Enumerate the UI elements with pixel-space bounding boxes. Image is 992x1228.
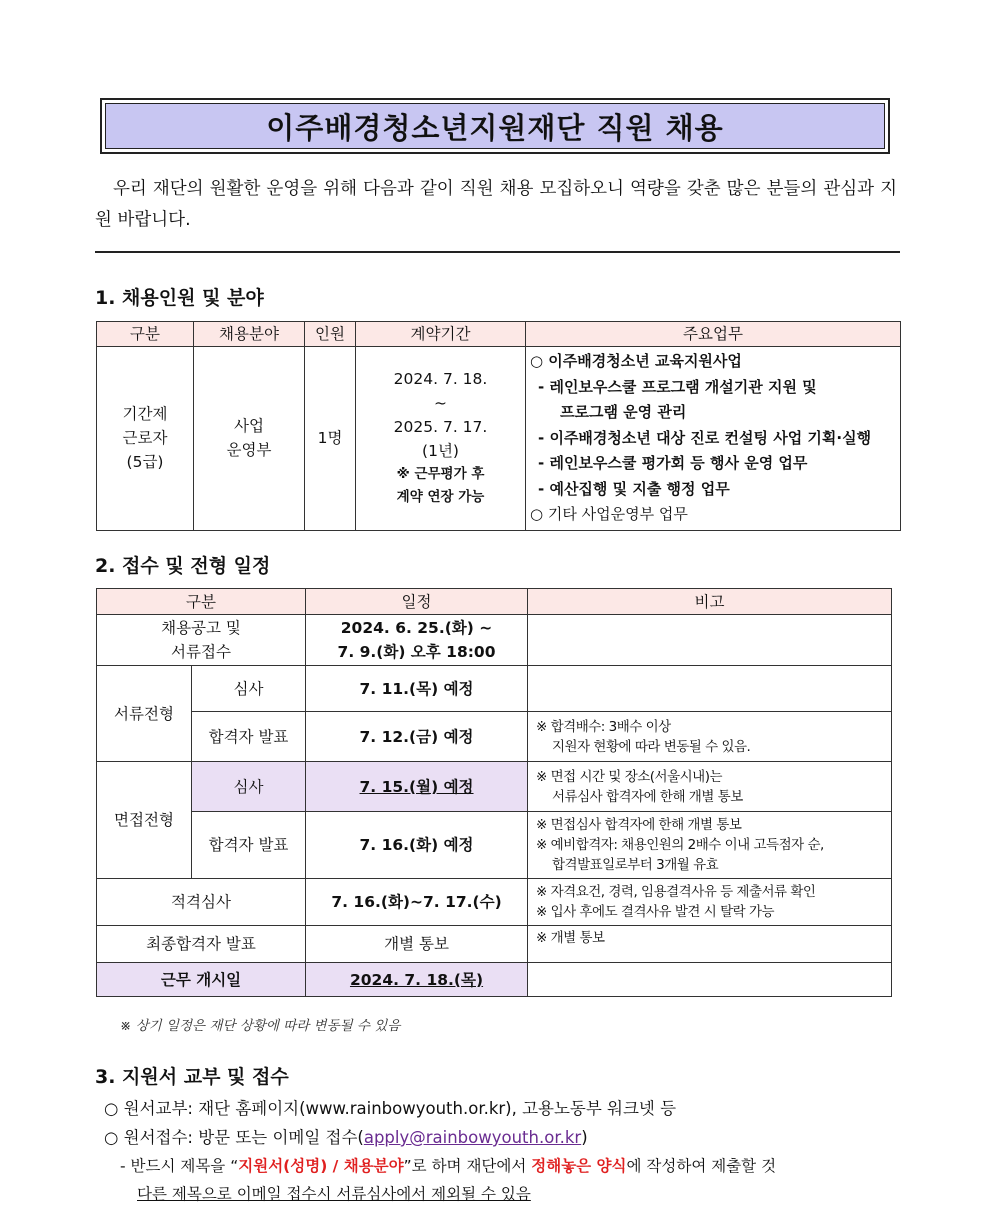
schedule-table bbox=[96, 588, 892, 997]
doc-group-label: 서류전형 bbox=[97, 666, 192, 762]
period-note: ※ 근무평가 후 bbox=[396, 466, 485, 483]
field-cell: 사업 운영부 bbox=[194, 347, 305, 531]
table-row: 면접전형 심사 7. 15.(월) 예정 ※ 면접 시간 및 장소(서울시내)는 서류심사 합격자에 한해 개별 통보 bbox=[97, 762, 892, 812]
schedule-footnote: ※ 상기 일정은 재단 상황에 따라 변동될 수 있음 bbox=[120, 1018, 401, 1034]
task-item: ○ 기타 사업운영부 업무 bbox=[530, 505, 688, 523]
header-category: 구분 bbox=[97, 589, 306, 615]
recruitment-row bbox=[97, 347, 901, 531]
count-cell: 1명 bbox=[305, 347, 356, 531]
task-item: 프로그램 운영 관리 bbox=[560, 403, 687, 421]
period-cell: 2024. 7. 18. ~ 2025. 7. 17. (1년) ※ 근무평가 후 계약 연장 가능 bbox=[356, 347, 526, 531]
section2-heading: 2. 접수 및 전형 일정 bbox=[95, 555, 271, 577]
page-title: 이주배경청소년지원재단 직원 채용 bbox=[105, 103, 885, 149]
header-count: 인원 bbox=[305, 322, 356, 347]
subject-instruction: - 반드시 제목을 “지원서(성명) / 채용분야”로 하며 재단에서 정해놓은 양식에 작성하여 제출할 것 bbox=[120, 1157, 777, 1175]
section3-heading: 3. 지원서 교부 및 접수 bbox=[95, 1066, 289, 1088]
category-cell: 기간제 근로자 (5급) bbox=[97, 347, 194, 531]
schedule-header-row bbox=[97, 589, 892, 615]
section1-heading: 1. 채용인원 및 분야 bbox=[95, 287, 264, 309]
header-tasks: 주요업무 bbox=[526, 322, 901, 347]
intro-text: 우리 재단의 원활한 운영을 위해 다음과 같이 직원 채용 모집하오니 역량을 갖춘 많은 분들의 관심과 지원 바랍니다. bbox=[95, 179, 897, 230]
table-row: 근무 개시일 2024. 7. 18.(목) bbox=[97, 963, 892, 997]
title-box bbox=[100, 98, 890, 154]
exclusion-warning: 다른 제목으로 이메일 접수시 서류심사에서 제외될 수 있음 bbox=[137, 1185, 531, 1203]
table-row: 서류전형 심사 7. 11.(목) 예정 bbox=[97, 666, 892, 712]
recruitment-table bbox=[96, 321, 901, 531]
header-period: 계약기간 bbox=[356, 322, 526, 347]
table-row: 최종합격자 발표 개별 통보 ※ 개별 통보 bbox=[97, 926, 892, 963]
task-item: ○ 이주배경청소년 교육지원사업 bbox=[530, 352, 742, 370]
int-group-label: 면접전형 bbox=[97, 762, 192, 879]
email-link[interactable]: apply@rainbowyouth.or.kr bbox=[363, 1128, 582, 1147]
tasks-cell bbox=[526, 347, 901, 531]
task-item: - 예산집행 및 지출 행정 업무 bbox=[538, 479, 730, 498]
application-distribution: ○ 원서교부: 재단 홈페이지(www.rainbowyouth.or.kr), 고용노동부 워크넷 등 bbox=[104, 1099, 677, 1118]
task-item: - 이주배경청소년 대상 진로 컨설팅 사업 기획·실행 bbox=[538, 428, 872, 447]
task-item: - 레인보우스쿨 평가회 등 행사 운영 업무 bbox=[538, 454, 808, 472]
divider bbox=[95, 251, 900, 253]
application-submission: ○ 원서접수: 방문 또는 이메일 접수(apply@rainbowyouth.or.kr) bbox=[104, 1128, 588, 1147]
table-row: 적격심사 7. 16.(화)~7. 17.(수) ※ 자격요건, 경력, 임용결격사유 등 제출서류 확인 ※ 입사 후에도 결격사유 발견 시 탈락 가능 bbox=[97, 879, 892, 926]
header-category: 구분 bbox=[97, 322, 194, 347]
table-row: 합격자 발표 7. 16.(화) 예정 ※ 면접심사 합격자에 한해 개별 통보 ※ 예비합격자: 채용인원의 2배수 이내 고득점자 순, 합격발표일로부터 3개월 유효 bbox=[97, 812, 892, 879]
header-remarks: 비고 bbox=[528, 589, 892, 615]
header-schedule: 일정 bbox=[306, 589, 528, 615]
header-field: 채용분야 bbox=[194, 322, 305, 347]
table-row: 합격자 발표 7. 12.(금) 예정 ※ 합격배수: 3배수 이상 지원자 현황에 따라 변동될 수 있음. bbox=[97, 712, 892, 762]
task-item: - 레인보우스쿨 프로그램 개설기관 지원 및 bbox=[538, 377, 817, 396]
recruitment-header-row bbox=[97, 322, 901, 347]
table-row: 채용공고 및 서류접수 2024. 6. 25.(화) ~ 7. 9.(화) 오후 18:00 bbox=[97, 615, 892, 666]
